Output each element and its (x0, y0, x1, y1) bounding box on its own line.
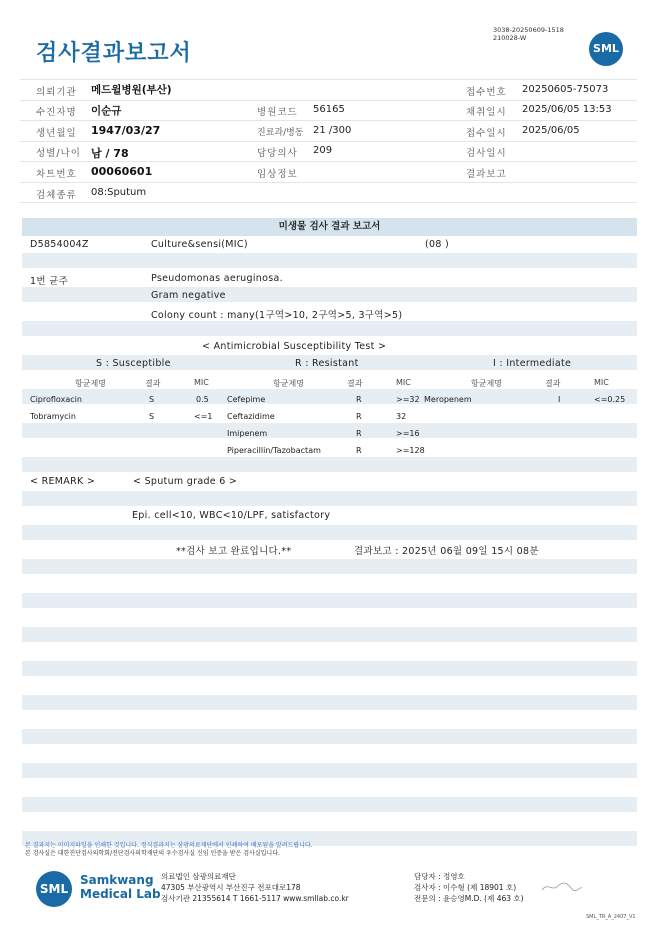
col-mic-header: MIC (396, 378, 411, 387)
footer-staff (414, 871, 524, 904)
specialist-value: 윤승영M.D. (제 463 호) (443, 894, 524, 903)
ast-result: R (356, 412, 362, 421)
collect-time-label: 채취일시 (466, 107, 507, 118)
ast-drug: Cefepime (227, 395, 266, 404)
row-band (22, 593, 637, 608)
ast-mic: >=128 (396, 446, 425, 455)
clinical-info-label: 임상정보 (257, 169, 298, 180)
ast-mic: <=0.25 (594, 395, 626, 404)
section-title: 미생물 검사 결과 보고서 (22, 218, 637, 236)
department-label: 진료과/병동 (257, 128, 304, 138)
epi-cell-result: Epi. cell<10, WBC<10/LPF, satisfactory (132, 510, 331, 521)
footer-org-info (161, 871, 349, 904)
ast-result: I (558, 395, 561, 404)
sputum-grade: < Sputum grade 6 > (133, 476, 238, 487)
row-band (22, 287, 637, 302)
col-drug-header: 항균제명 (75, 379, 106, 388)
test-name: Culture&sensi(MIC) (151, 239, 248, 250)
report-complete: **검사 보고 완료입니다.** (176, 546, 292, 557)
divider (20, 202, 637, 203)
ast-result: R (356, 446, 362, 455)
chart-no-label: 차트번호 (36, 169, 77, 180)
ast-title: < Antimicrobial Susceptibility Test > (202, 341, 387, 352)
col-result-header: 결과 (347, 379, 363, 388)
staff-value: 정영호 (443, 872, 465, 881)
ast-mic: >=16 (396, 429, 420, 438)
divider (20, 161, 637, 162)
col-drug-header: 항균제명 (273, 379, 304, 388)
test-date-label: 검사일시 (466, 148, 507, 159)
footer-note-image: 본 결과지는 이미지파일을 인쇄한 것입니다. 정식결과지는 삼광의료재단에서 인쇄하여 배포됨을 알려드립니다. (25, 842, 313, 849)
col-result-header: 결과 (145, 379, 161, 388)
row-band (22, 695, 637, 710)
specimen-value: 08:Sputum (91, 187, 147, 198)
colony-count: Colony count : many(1구역>10, 2구역>5, 3구역>5) (151, 310, 403, 321)
ast-mic: 32 (396, 412, 407, 421)
divider (20, 141, 637, 142)
sex-age-value: 남 / 78 (91, 147, 129, 160)
row-band (22, 457, 637, 472)
row-band (22, 525, 637, 540)
divider (20, 100, 637, 101)
collect-time-value: 2025/06/05 13:53 (522, 104, 612, 115)
row-band (22, 763, 637, 778)
result-report-time: 결과보고 : 2025년 06월 09일 15시 08분 (354, 546, 539, 557)
institution-value: 메드윌병원(부산) (91, 84, 172, 96)
dob-value: 1947/03/27 (91, 124, 161, 137)
test-code: D5854004Z (30, 239, 89, 250)
document-id-line2: 210028-W (493, 34, 527, 42)
row-band (22, 661, 637, 676)
receipt-date-value: 2025/06/05 (522, 125, 580, 136)
ast-drug: Piperacillin/Tazobactam (227, 446, 321, 455)
col-drug-header: 항균제명 (471, 379, 502, 388)
row-band (22, 491, 637, 506)
legend-susceptible: S : Susceptible (96, 358, 171, 369)
ast-drug: Meropenem (424, 395, 472, 404)
col-mic-header: MIC (194, 378, 209, 387)
remark-label: < REMARK > (30, 476, 96, 487)
ast-result: R (356, 429, 362, 438)
col-mic-header: MIC (594, 378, 609, 387)
specialist-label: 전문의 : (414, 894, 441, 903)
ast-drug: Ceftazidime (227, 412, 275, 421)
divider (20, 182, 637, 183)
row-band (22, 389, 637, 404)
tester-value: 이수형 (제 18901 호) (443, 883, 517, 892)
footer-org-name: 의료법인 삼광의료재단 (161, 872, 236, 881)
row-band (22, 253, 637, 268)
footer-contact: 검사기관 21355614 T 1661-5117 www.smllab.co.kr (161, 894, 349, 903)
receipt-date-label: 접수일시 (466, 128, 507, 139)
divider (20, 120, 637, 121)
institution-label: 의뢰기관 (36, 87, 77, 98)
doctor-value: 209 (313, 145, 333, 156)
ast-mic: <=1 (194, 412, 213, 421)
department-value: 21 /300 (313, 125, 352, 136)
legend-intermediate: I : Intermediate (493, 358, 572, 369)
patient-name-label: 수진자명 (36, 107, 77, 118)
ast-mic: >=32 (396, 395, 420, 404)
footer-sml-logo: SML (36, 871, 72, 907)
dob-label: 생년월일 (36, 128, 77, 139)
row-band (22, 423, 637, 438)
footer-brand-line2: Medical Lab (80, 887, 161, 901)
col-result-header: 결과 (545, 379, 561, 388)
gram-stain: Gram negative (151, 290, 226, 301)
ast-drug: Imipenem (227, 429, 268, 438)
row-band (22, 627, 637, 642)
staff-label: 담당자 : (414, 872, 441, 881)
patient-name-value: 이순규 (91, 105, 122, 117)
specimen-label: 검체종류 (36, 190, 77, 201)
sex-age-label: 성별/나이 (36, 148, 81, 159)
footer-address: 47305 부산광역시 부산진구 전포대로178 (161, 883, 301, 892)
hospital-code-value: 56165 (313, 104, 345, 115)
report-title: 검사결과보고서 (36, 41, 192, 66)
sml-logo: SML (589, 32, 623, 66)
ast-result: S (149, 395, 155, 404)
divider (20, 79, 637, 80)
ast-drug: Tobramycin (30, 412, 76, 421)
result-report-label: 결과보고 (466, 169, 507, 180)
ast-result: R (356, 395, 362, 404)
footer-note-certification: 본 검사실은 대한진단검사의학회/진단검사의학재단의 우수검사실 신임 인증을 받은 검사실입니다. (25, 850, 280, 857)
signature-icon (540, 880, 584, 894)
tester-label: 검사자 : (414, 883, 441, 892)
footer-brand-line1: Samkwang (80, 873, 154, 887)
ast-drug: Ciprofloxacin (30, 395, 82, 404)
row-band (22, 321, 637, 336)
row-band (22, 729, 637, 744)
document-id (493, 26, 564, 42)
legend-resistant: R : Resistant (295, 358, 359, 369)
footer-brand (80, 873, 161, 901)
document-id-line1: 3038-20250609-1518 (493, 26, 564, 34)
organism-name: Pseudomonas aeruginosa. (151, 273, 283, 284)
row-band (22, 559, 637, 574)
ast-result: S (149, 412, 155, 421)
ast-mic: 0.5 (196, 395, 209, 404)
receipt-no-label: 접수번호 (466, 87, 507, 98)
test-number: (08 ) (425, 239, 450, 250)
chart-no-value: 00060601 (91, 165, 153, 178)
form-code: SML_TR_A_2407_V1 (586, 914, 636, 920)
receipt-no-value: 20250605-75073 (522, 84, 609, 95)
organism-label: 1번 균주 (30, 276, 69, 287)
hospital-code-label: 병원코드 (257, 107, 298, 118)
doctor-label: 담당의사 (257, 148, 298, 159)
row-band (22, 797, 637, 812)
